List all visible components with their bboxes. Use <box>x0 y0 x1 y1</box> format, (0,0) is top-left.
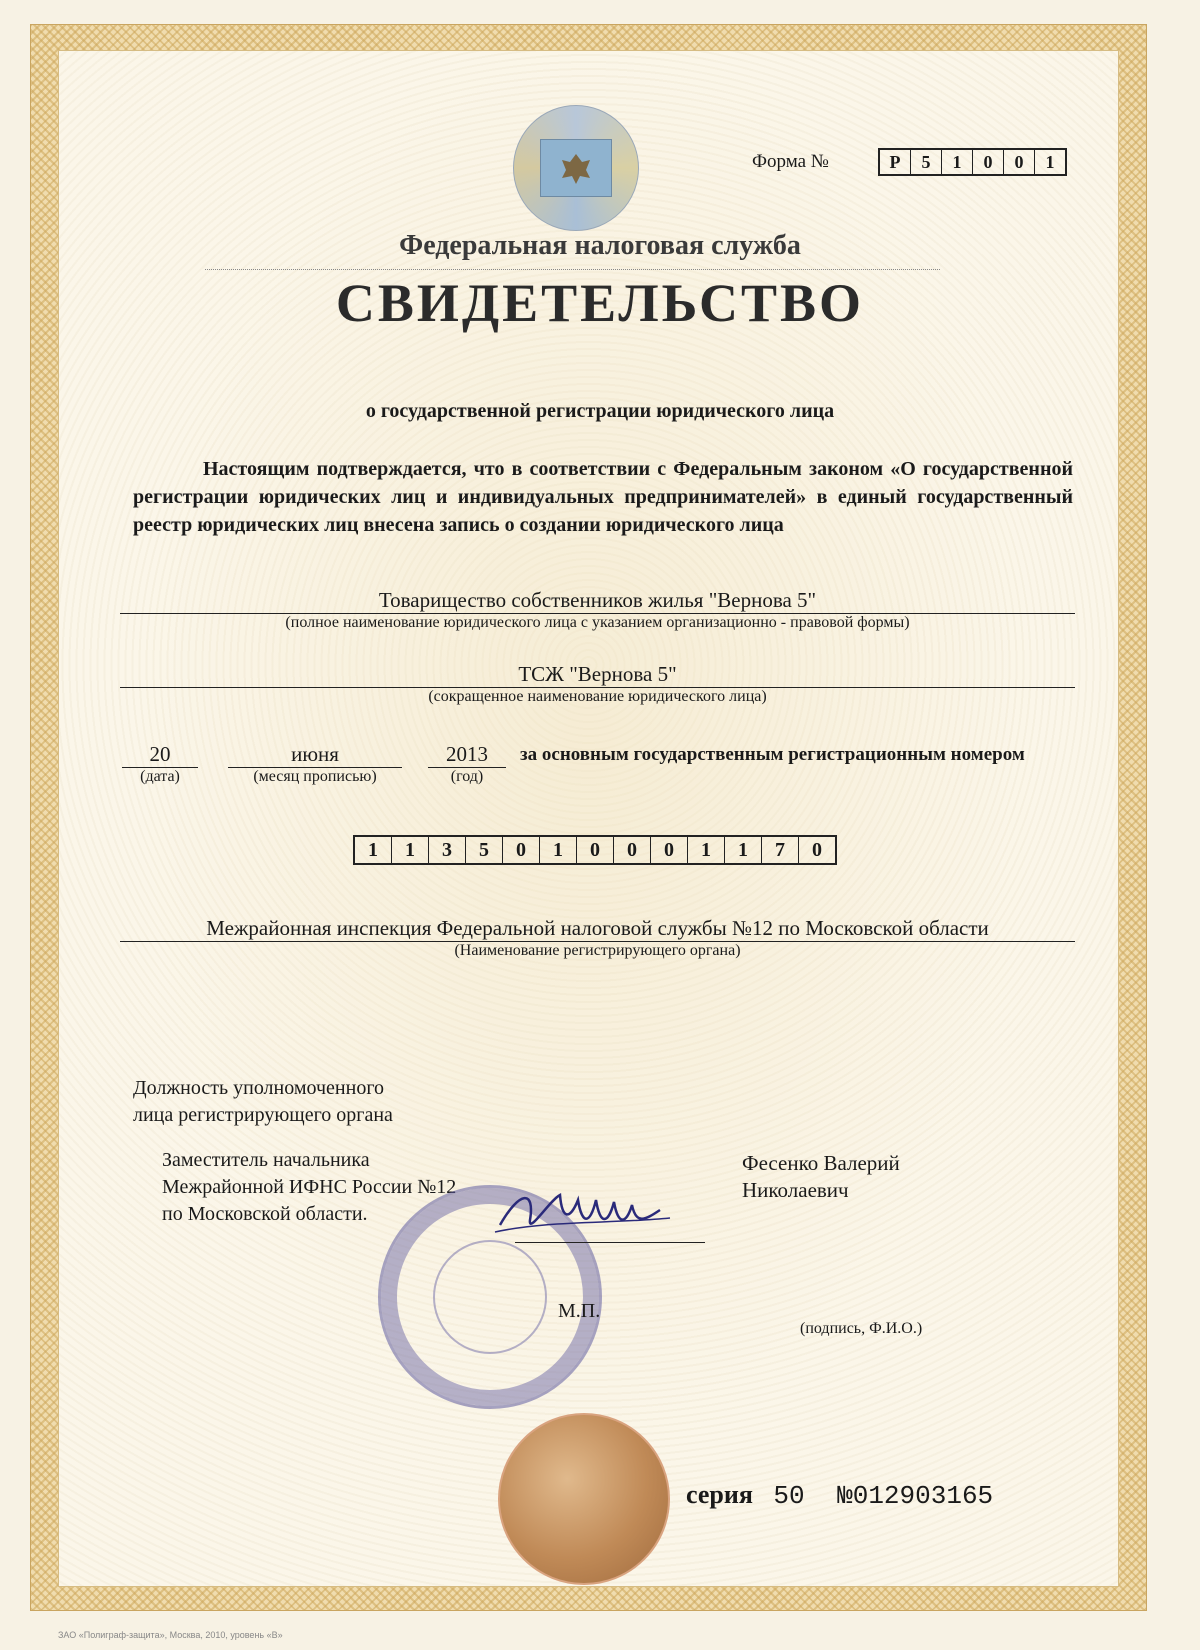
ogrn-digit: 0 <box>503 837 540 863</box>
registrar-field <box>120 916 1075 960</box>
position-label-line: Должность уполномоченного <box>133 1077 385 1099</box>
ogrn-digit: 0 <box>812 839 822 861</box>
form-number-label: Форма № <box>752 151 829 172</box>
document-subtitle: о государственной регистрации юридического лица <box>365 400 835 422</box>
date-year-field <box>428 742 506 786</box>
form-code-char: 0 <box>1004 150 1035 174</box>
date-day-value: 20 <box>122 742 198 768</box>
full-name-value: Товарищество собственников жилья "Вернова 5" <box>120 588 1075 614</box>
ogrn-digit: 3 <box>429 837 466 863</box>
agency-divider <box>205 269 940 270</box>
short-name-value: ТСЖ "Вернова 5" <box>120 662 1075 688</box>
position-line: Межрайонной ИФНС России №12 <box>162 1176 457 1198</box>
date-year-value: 2013 <box>428 742 506 768</box>
ogrn-boxes <box>353 835 837 865</box>
registrar-value: Межрайонная инспекция Федеральной налоговой службы №12 по Московской области <box>120 916 1075 942</box>
short-name-caption: (сокращенное наименование юридического лица) <box>428 688 767 705</box>
ogrn-digit: 0 <box>577 837 614 863</box>
ogrn-digit: 0 <box>651 837 688 863</box>
gold-seal-icon <box>498 1413 670 1585</box>
hologram-emblem-icon <box>513 105 639 231</box>
date-day-caption: (дата) <box>140 768 180 785</box>
signature-caption: (подпись, Ф.И.О.) <box>800 1320 923 1337</box>
position-line: по Московской области. <box>162 1203 368 1225</box>
official-name <box>742 1150 900 1204</box>
official-name-line: Николаевич <box>742 1178 849 1202</box>
intro-paragraph: Настоящим подтверждается, что в соответствии с Федеральным законом «О государственной регистрации юридических лиц и индивидуальных предпринимателей» в единый государственный реестр юридических лиц внесена запись о создании юридического лица <box>133 458 1073 536</box>
position-label-line: лица регистрирующего органа <box>133 1104 393 1126</box>
ogrn-digit: 5 <box>466 837 503 863</box>
form-code-char: 5 <box>911 150 942 174</box>
ogrn-digit: 1 <box>540 837 577 863</box>
ogrn-digit: 1 <box>688 837 725 863</box>
date-day-field <box>122 742 198 786</box>
registrar-caption: (Наименование регистрирующего органа) <box>454 942 741 959</box>
form-number-boxes <box>878 148 1067 176</box>
date-month-caption: (месяц прописью) <box>253 768 377 785</box>
signature-icon <box>490 1180 680 1250</box>
ogrn-digit: 0 <box>614 837 651 863</box>
full-name-field <box>120 588 1075 632</box>
ogrn-digit: 1 <box>355 837 392 863</box>
ogrn-digit: 1 <box>725 837 762 863</box>
registration-number-label: за основным государственным регистрационным номером <box>520 744 1025 765</box>
document-title: СВИДЕТЕЛЬСТВО <box>335 273 865 333</box>
series-value: 50 <box>773 1481 805 1511</box>
date-month-value: июня <box>228 742 402 768</box>
short-name-field <box>120 662 1075 706</box>
agency-name: Федеральная налоговая служба <box>399 230 801 261</box>
serial-number: №012903165 <box>837 1481 994 1511</box>
official-name-line: Фесенко Валерий <box>742 1151 900 1175</box>
form-code-char: 1 <box>942 150 973 174</box>
series-number <box>686 1480 993 1511</box>
date-month-field <box>228 742 402 786</box>
signature-line <box>515 1242 705 1243</box>
full-name-caption: (полное наименование юридического лица с указанием организационно - правовой формы) <box>285 614 910 631</box>
date-year-caption: (год) <box>450 768 484 785</box>
double-eagle-icon <box>540 139 612 197</box>
form-code-char: Р <box>880 150 911 174</box>
series-label: серия <box>686 1480 753 1509</box>
position-line: Заместитель начальника <box>162 1149 370 1171</box>
ogrn-digit: 1 <box>392 837 429 863</box>
ogrn-digit: 7 <box>762 837 799 863</box>
official-position-label <box>133 1075 393 1129</box>
form-code-char: 1 <box>1045 152 1055 172</box>
form-code-char: 0 <box>973 150 1004 174</box>
seal-place-label: М.П. <box>558 1300 601 1322</box>
printer-imprint: ЗАО «Полиграф-защита», Москва, 2010, уровень «В» <box>58 1630 283 1640</box>
